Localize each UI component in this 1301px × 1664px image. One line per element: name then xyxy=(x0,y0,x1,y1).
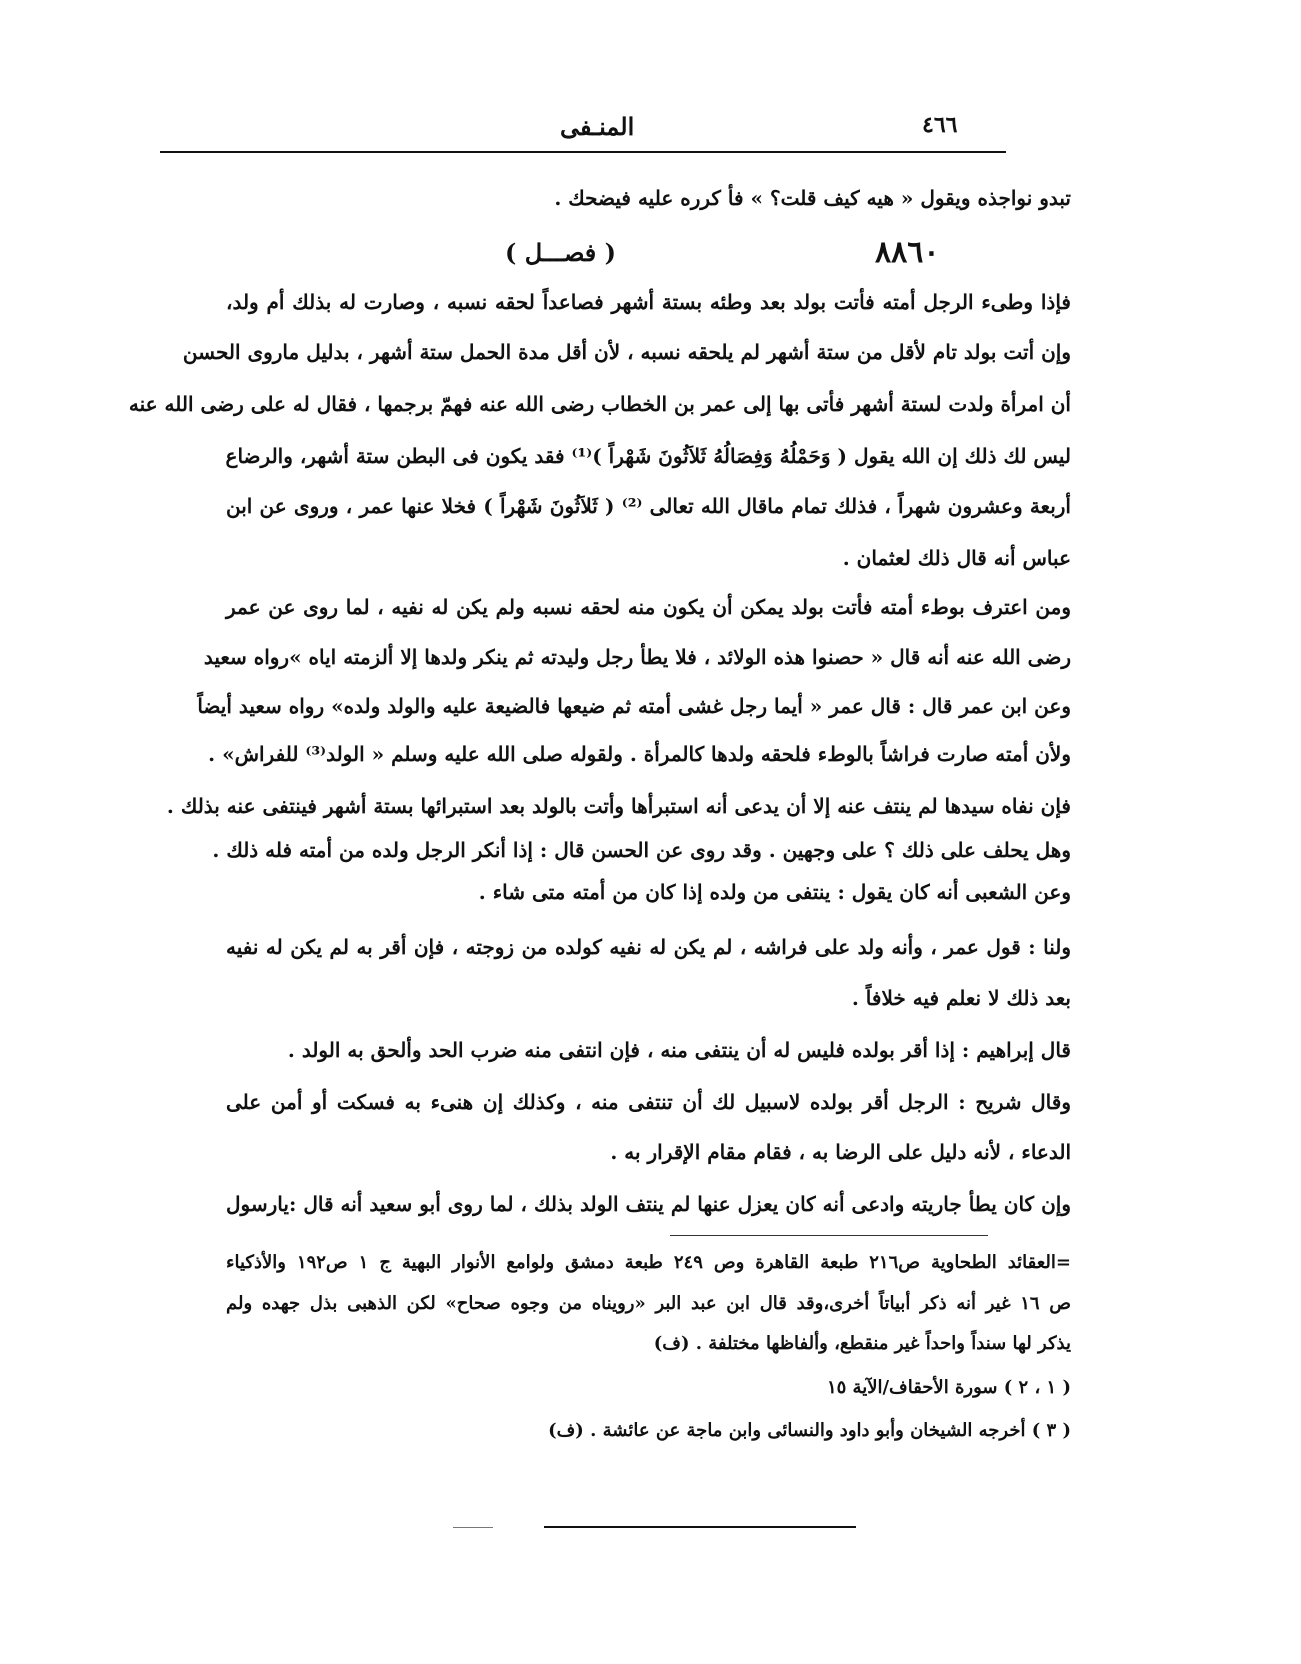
footnote-line: ص ١٦ غير أنه ذكر أبياتاً أخرى،وقد قال ابن عبد البر «رويناه من وجوه صحاح» لكن الذهبى بذل جهده ولم xyxy=(226,1293,1071,1314)
page-number: ٤٦٦ xyxy=(922,112,958,138)
body-line: وإن أتت بولد تام لأقل من ستة أشهر لم يلحقه نسبه ، لأن أقل مدة الحمل ستة أشهر ، بدليل ماروى الحسن xyxy=(182,340,1071,364)
body-line: فإن نفاه سيدها لم ينتف عنه إلا أن يدعى أنه استبرأها وأتت بالولد بعد استبرائها بستة أشهر فينتفى عنه بذلك . xyxy=(166,794,1071,818)
body-line: ولأن أمته صارت فراشاً بالوطء فلحقه ولدها كالمرأة . ولقوله صلى الله عليه وسلم « الولد⁽³⁾ للفراش» . xyxy=(208,742,1071,766)
body-line: ولنا : قول عمر ، وأنه ولد على فراشه ، لم يكن له نفيه كولده من زوجته ، فإن أقر به لم يكن له نفيه xyxy=(226,935,1071,959)
footnote-line: ( ١ ، ٢ ) سورة الأحقاف/الآية ١٥ xyxy=(826,1377,1071,1398)
footnote-line: يذكر لها سنداً واحداً غير منقطع، وألفاظها مختلفة . (ف) xyxy=(653,1333,1071,1354)
body-line: ومن اعترف بوطء أمته فأتت بولد يمكن أن يكون منه لحقه نسبه ولم يكن له نفيه ، لما روى عن عمر xyxy=(226,595,1071,619)
footnote-line: =العقائد الطحاوية ص٢١٦ طبعة القاهرة وص ٢٤٩ طبعة دمشق ولوامع الأنوار البهية ج ١ ص١٩٢ والأذكياء xyxy=(226,1252,1071,1273)
body-line: رضى الله عنه أنه قال « حصنوا هذه الولائد ، فلا يطأ رجل وليدته ثم ينكر ولدها إلا ألزمته اياه »رواه سعيد xyxy=(203,645,1071,669)
body-line: قال إبراهيم : إذا أقر بولده فليس له أن ينتفى منه ، فإن انتفى منه ضرب الحد وألحق به الولد . xyxy=(287,1038,1071,1062)
body-line: عباس أنه قال ذلك لعثمان . xyxy=(842,546,1071,570)
footnote-rule xyxy=(670,1235,988,1236)
scan-mark xyxy=(453,1527,493,1528)
body-line: وقال شريح : الرجل أقر بولده لاسبيل لك أن تنتفى منه ، وكذلك إن هنىء به فسكت أو أمن على xyxy=(226,1090,1071,1114)
body-line: وهل يحلف على ذلك ؟ على وجهين . وقد روى عن الحسن قال : إذا أنكر الرجل ولده من أمته فله ذلك . xyxy=(212,838,1071,862)
section-number: ٨٨٦٠ xyxy=(875,235,940,270)
body-line: أربعة وعشرون شهراً ، فذلك تمام ماقال الله تعالى ⁽²⁾ ( ثَلاَثُونَ شَهْراً ) فخلا عنها عمر ، وروى عن ابن xyxy=(226,494,1071,518)
body-line: وعن ابن عمر قال : قال عمر « أيما رجل غشى أمته ثم ضيعها فالضيعة عليه والولد ولده» رواه سعيد أيضاً xyxy=(197,694,1071,718)
footnote-line: ( ٣ ) أخرجه الشيخان وأبو داود والنسائى وابن ماجة عن عائشة . (ف) xyxy=(548,1420,1071,1441)
body-line: الدعاء ، لأنه دليل على الرضا به ، فقام مقام الإقرار به . xyxy=(610,1140,1071,1164)
body-line: أن امرأة ولدت لستة أشهر فأتى بها إلى عمر بن الخطاب رضى الله عنه فهمّ برجمها ، فقال له على رضى الله عنه xyxy=(128,392,1071,416)
body-line: بعد ذلك لا نعلم فيه خلافاً . xyxy=(851,986,1071,1010)
section-title: ( فصـــل ) xyxy=(505,238,616,267)
body-line: فإذا وطىء الرجل أمته فأتت بولد بعد وطئه بستة أشهر فصاعداً لحقه نسبه ، وصارت له بذلك أم ولد، xyxy=(226,290,1071,314)
bottom-rule xyxy=(544,1526,856,1528)
header-rule xyxy=(160,151,1006,153)
body-line: وإن كان يطأ جاريته وادعى أنه كان يعزل عنها لم ينتف الولد بذلك ، لما روى أبو سعيد أنه قال :يارسول xyxy=(226,1192,1071,1216)
body-line: وعن الشعبى أنه كان يقول : ينتفى من ولده إذا كان من أمته متى شاء . xyxy=(478,880,1071,904)
running-title: المنـفى xyxy=(560,112,635,141)
body-line: ليس لك ذلك إن الله يقول ( وَحَمْلُهُ وَفِصَالُهُ ثَلاَثُونَ شَهْراً )⁽¹⁾ فقد يكون فى البطن ستة أشهر، والرضاع xyxy=(225,444,1071,468)
intro-line: تبدو نواجذه ويقول « هيه كيف قلت؟ » فأ كرره عليه فيضحك . xyxy=(554,186,1071,210)
